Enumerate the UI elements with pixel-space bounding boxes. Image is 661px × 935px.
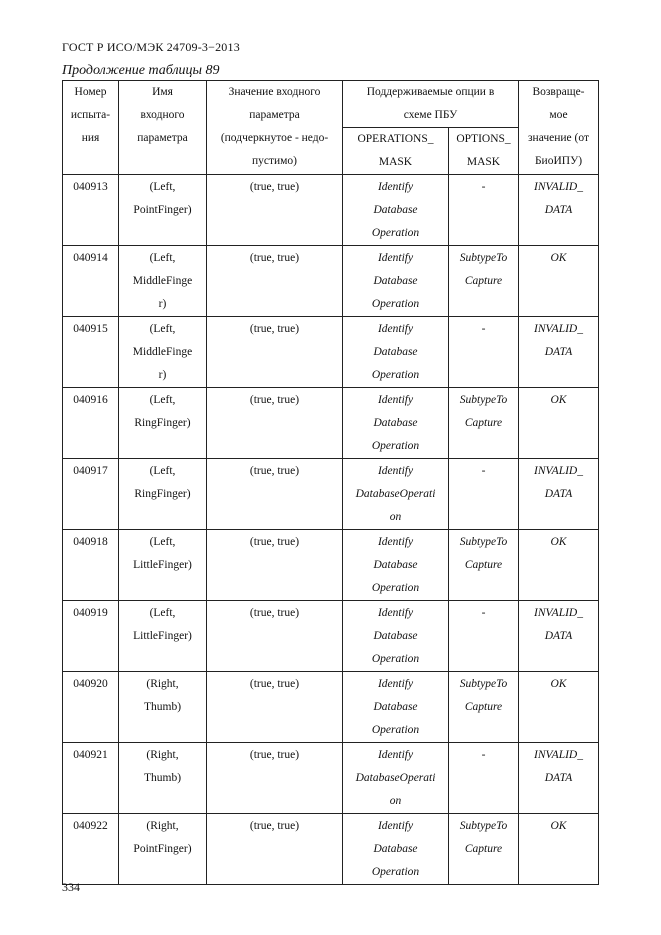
param-value-cell: (true, true) [207, 743, 343, 814]
test-number-cell: 040917 [63, 459, 119, 530]
table-row [63, 246, 599, 317]
param-name-cell: (Left, PointFinger) [119, 175, 207, 246]
param-value-cell: (true, true) [207, 530, 343, 601]
return-value-cell: INVALID_ DATA [519, 743, 599, 814]
return-value-cell: INVALID_ DATA [519, 317, 599, 388]
return-value-cell: OK [519, 530, 599, 601]
operations-mask-cell: Identify Database Operation [343, 530, 449, 601]
options-mask-cell: - [449, 459, 519, 530]
return-value-cell: INVALID_ DATA [519, 175, 599, 246]
param-value-cell: (true, true) [207, 175, 343, 246]
header-options-mask: OPTIONS_ MASK [449, 128, 519, 175]
table-row [63, 388, 599, 459]
param-name-cell: (Left, MiddleFinge r) [119, 317, 207, 388]
return-value-cell: OK [519, 388, 599, 459]
operations-mask-cell: Identify Database Operation [343, 317, 449, 388]
param-value-cell: (true, true) [207, 601, 343, 672]
test-number-cell: 040913 [63, 175, 119, 246]
operations-mask-cell: Identify DatabaseOperati on [343, 459, 449, 530]
options-mask-cell: - [449, 743, 519, 814]
header-test-number: Номер испыта- ния [63, 81, 119, 175]
return-value-cell: INVALID_ DATA [519, 601, 599, 672]
return-value-cell: OK [519, 246, 599, 317]
param-value-cell: (true, true) [207, 672, 343, 743]
operations-mask-cell: Identify Database Operation [343, 814, 449, 885]
header-param-value: Значение входного параметра (подчеркнутое - недо- пустимо) [207, 81, 343, 175]
table-row [63, 530, 599, 601]
test-number-cell: 040918 [63, 530, 119, 601]
param-value-cell: (true, true) [207, 459, 343, 530]
document-header: ГОСТ Р ИСО/МЭК 24709-3−2013 [62, 40, 240, 54]
header-supported-options: Поддерживаемые опции в схеме ПБУ [343, 81, 519, 128]
return-value-cell: OK [519, 814, 599, 885]
table-row [63, 743, 599, 814]
table-row [63, 317, 599, 388]
param-name-cell: (Left, LittleFinger) [119, 530, 207, 601]
options-mask-cell: SubtypeTo Capture [449, 246, 519, 317]
header-return-value: Возвраще- мое значение (от БиоИПУ) [519, 81, 599, 175]
operations-mask-cell: Identify Database Operation [343, 601, 449, 672]
param-name-cell: (Left, RingFinger) [119, 459, 207, 530]
operations-mask-cell: Identify Database Operation [343, 175, 449, 246]
return-value-cell: INVALID_ DATA [519, 459, 599, 530]
param-name-cell: (Left, LittleFinger) [119, 601, 207, 672]
test-number-cell: 040915 [63, 317, 119, 388]
test-number-cell: 040922 [63, 814, 119, 885]
table-row [63, 459, 599, 530]
header-operations-mask: OPERATIONS_ MASK [343, 128, 449, 175]
table-row [63, 175, 599, 246]
param-name-cell: (Left, RingFinger) [119, 388, 207, 459]
operations-mask-cell: Identify DatabaseOperati on [343, 743, 449, 814]
operations-mask-cell: Identify Database Operation [343, 672, 449, 743]
test-table [62, 80, 599, 885]
param-value-cell: (true, true) [207, 317, 343, 388]
table-row [63, 601, 599, 672]
test-number-cell: 040920 [63, 672, 119, 743]
options-mask-cell: SubtypeTo Capture [449, 672, 519, 743]
test-number-cell: 040914 [63, 246, 119, 317]
options-mask-cell: - [449, 601, 519, 672]
return-value-cell: OK [519, 672, 599, 743]
operations-mask-cell: Identify Database Operation [343, 388, 449, 459]
table-caption: Продолжение таблицы 89 [62, 63, 220, 78]
options-mask-cell: SubtypeTo Capture [449, 388, 519, 459]
table-row [63, 814, 599, 885]
options-mask-cell: - [449, 317, 519, 388]
test-number-cell: 040916 [63, 388, 119, 459]
operations-mask-cell: Identify Database Operation [343, 246, 449, 317]
test-number-cell: 040919 [63, 601, 119, 672]
options-mask-cell: SubtypeTo Capture [449, 814, 519, 885]
param-name-cell: (Right, Thumb) [119, 743, 207, 814]
table-row [63, 672, 599, 743]
options-mask-cell: SubtypeTo Capture [449, 530, 519, 601]
param-value-cell: (true, true) [207, 246, 343, 317]
options-mask-cell: - [449, 175, 519, 246]
page-number: 334 [62, 880, 80, 894]
test-number-cell: 040921 [63, 743, 119, 814]
param-value-cell: (true, true) [207, 388, 343, 459]
header-param-name: Имя входного параметра [119, 81, 207, 175]
param-name-cell: (Right, PointFinger) [119, 814, 207, 885]
param-name-cell: (Left, MiddleFinge r) [119, 246, 207, 317]
param-name-cell: (Right, Thumb) [119, 672, 207, 743]
param-value-cell: (true, true) [207, 814, 343, 885]
